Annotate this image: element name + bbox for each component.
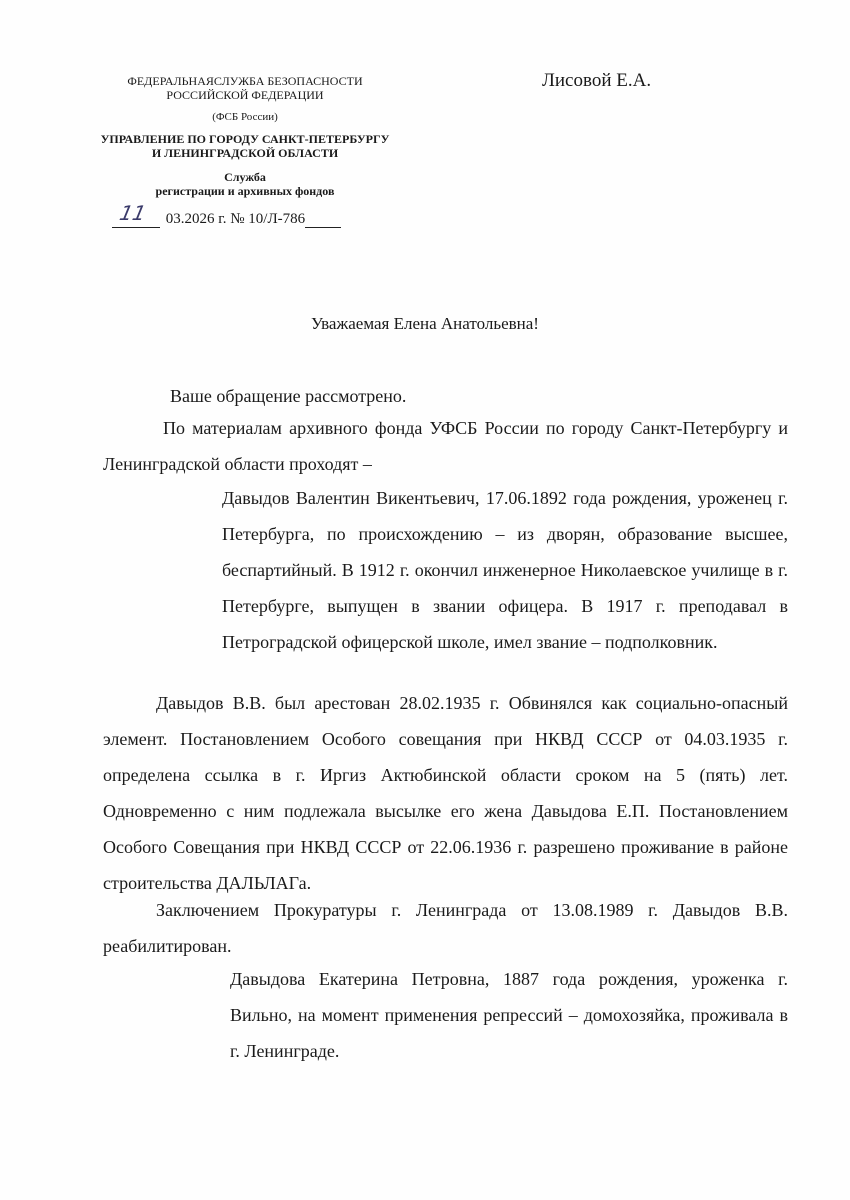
reference-number-line xyxy=(112,201,341,228)
addressee: Лисовой Е.А. xyxy=(542,70,652,91)
salutation: Уважаемая Елена Анатольевна! xyxy=(311,314,539,333)
letterhead-agency-line1: ФЕДЕРАЛЬНАЯСЛУЖБА БЕЗОПАСНОСТИ xyxy=(127,74,363,88)
paragraph-davydov-rehabilitation: Заключением Прокуратуры г. Ленинграда от 13.08.1989 г. Давыдов В.В. реабилитирован. xyxy=(103,900,788,956)
reference-day-field xyxy=(112,201,160,228)
letterhead-department-line1: УПРАВЛЕНИЕ ПО ГОРОДУ САНКТ-ПЕТЕРБУРГУ xyxy=(100,132,390,146)
letterhead-service-line2: регистрации и архивных фондов xyxy=(155,184,335,198)
letterhead-agency-abbrev: (ФСБ России) xyxy=(212,111,278,123)
reference-date-number: 03.2026 г. № 10/Л-786 xyxy=(165,211,306,227)
letterhead-agency-line2: РОССИЙСКОЙ ФЕДЕРАЦИИ xyxy=(166,88,324,102)
paragraph-archive-materials: По материалам архивного фонда УФСБ России по городу Санкт-Петербургу и Ленинградской области проходят – xyxy=(103,418,788,474)
handwritten-day: 11 xyxy=(117,201,149,225)
paragraph-davydov-arrest: Давыдов В.В. был арестован 28.02.1935 г. Обвинялся как социально-опасный элемент. Постановлением Особого совещания при НКВД СССР от 04.03.1935 г. определена ссылка в г. Иргиз Актюбинской области сроком на 5 (пять) лет. Одновременно с ним подлежала высылке его жена Давыдова Е.П. Постановлением Особого Совещания при НКВД СССР от 22.06.1936 г. разрешено проживание в районе строительства ДАЛЬЛАГа. xyxy=(103,693,788,893)
letterhead xyxy=(100,74,390,198)
letterhead-service-line1: Служба xyxy=(224,170,266,184)
paragraph-davydov-biography: Давыдов Валентин Викентьевич, 17.06.1892 года рождения, уроженец г. Петербурга, по происхождению – из дворян, образование высшее, беспартийный. В 1912 г. окончил инженерное Николаевское училище в г. Петербурге, выпущен в звании офицера. В 1917 г. преподавал в Петроградской офицерской школе, имел звание – подполковник. xyxy=(222,488,788,652)
paragraph-davydova-biography: Давыдова Екатерина Петровна, 1887 года рождения, уроженка г. Вильно, на момент применения репрессий – домохозяйка, проживала в г. Ленинграде. xyxy=(230,969,788,1061)
letterhead-department-line2: И ЛЕНИНГРАДСКОЙ ОБЛАСТИ xyxy=(151,146,339,160)
paragraph-request-reviewed: Ваше обращение рассмотрено. xyxy=(170,386,407,406)
reference-underline xyxy=(305,213,341,228)
